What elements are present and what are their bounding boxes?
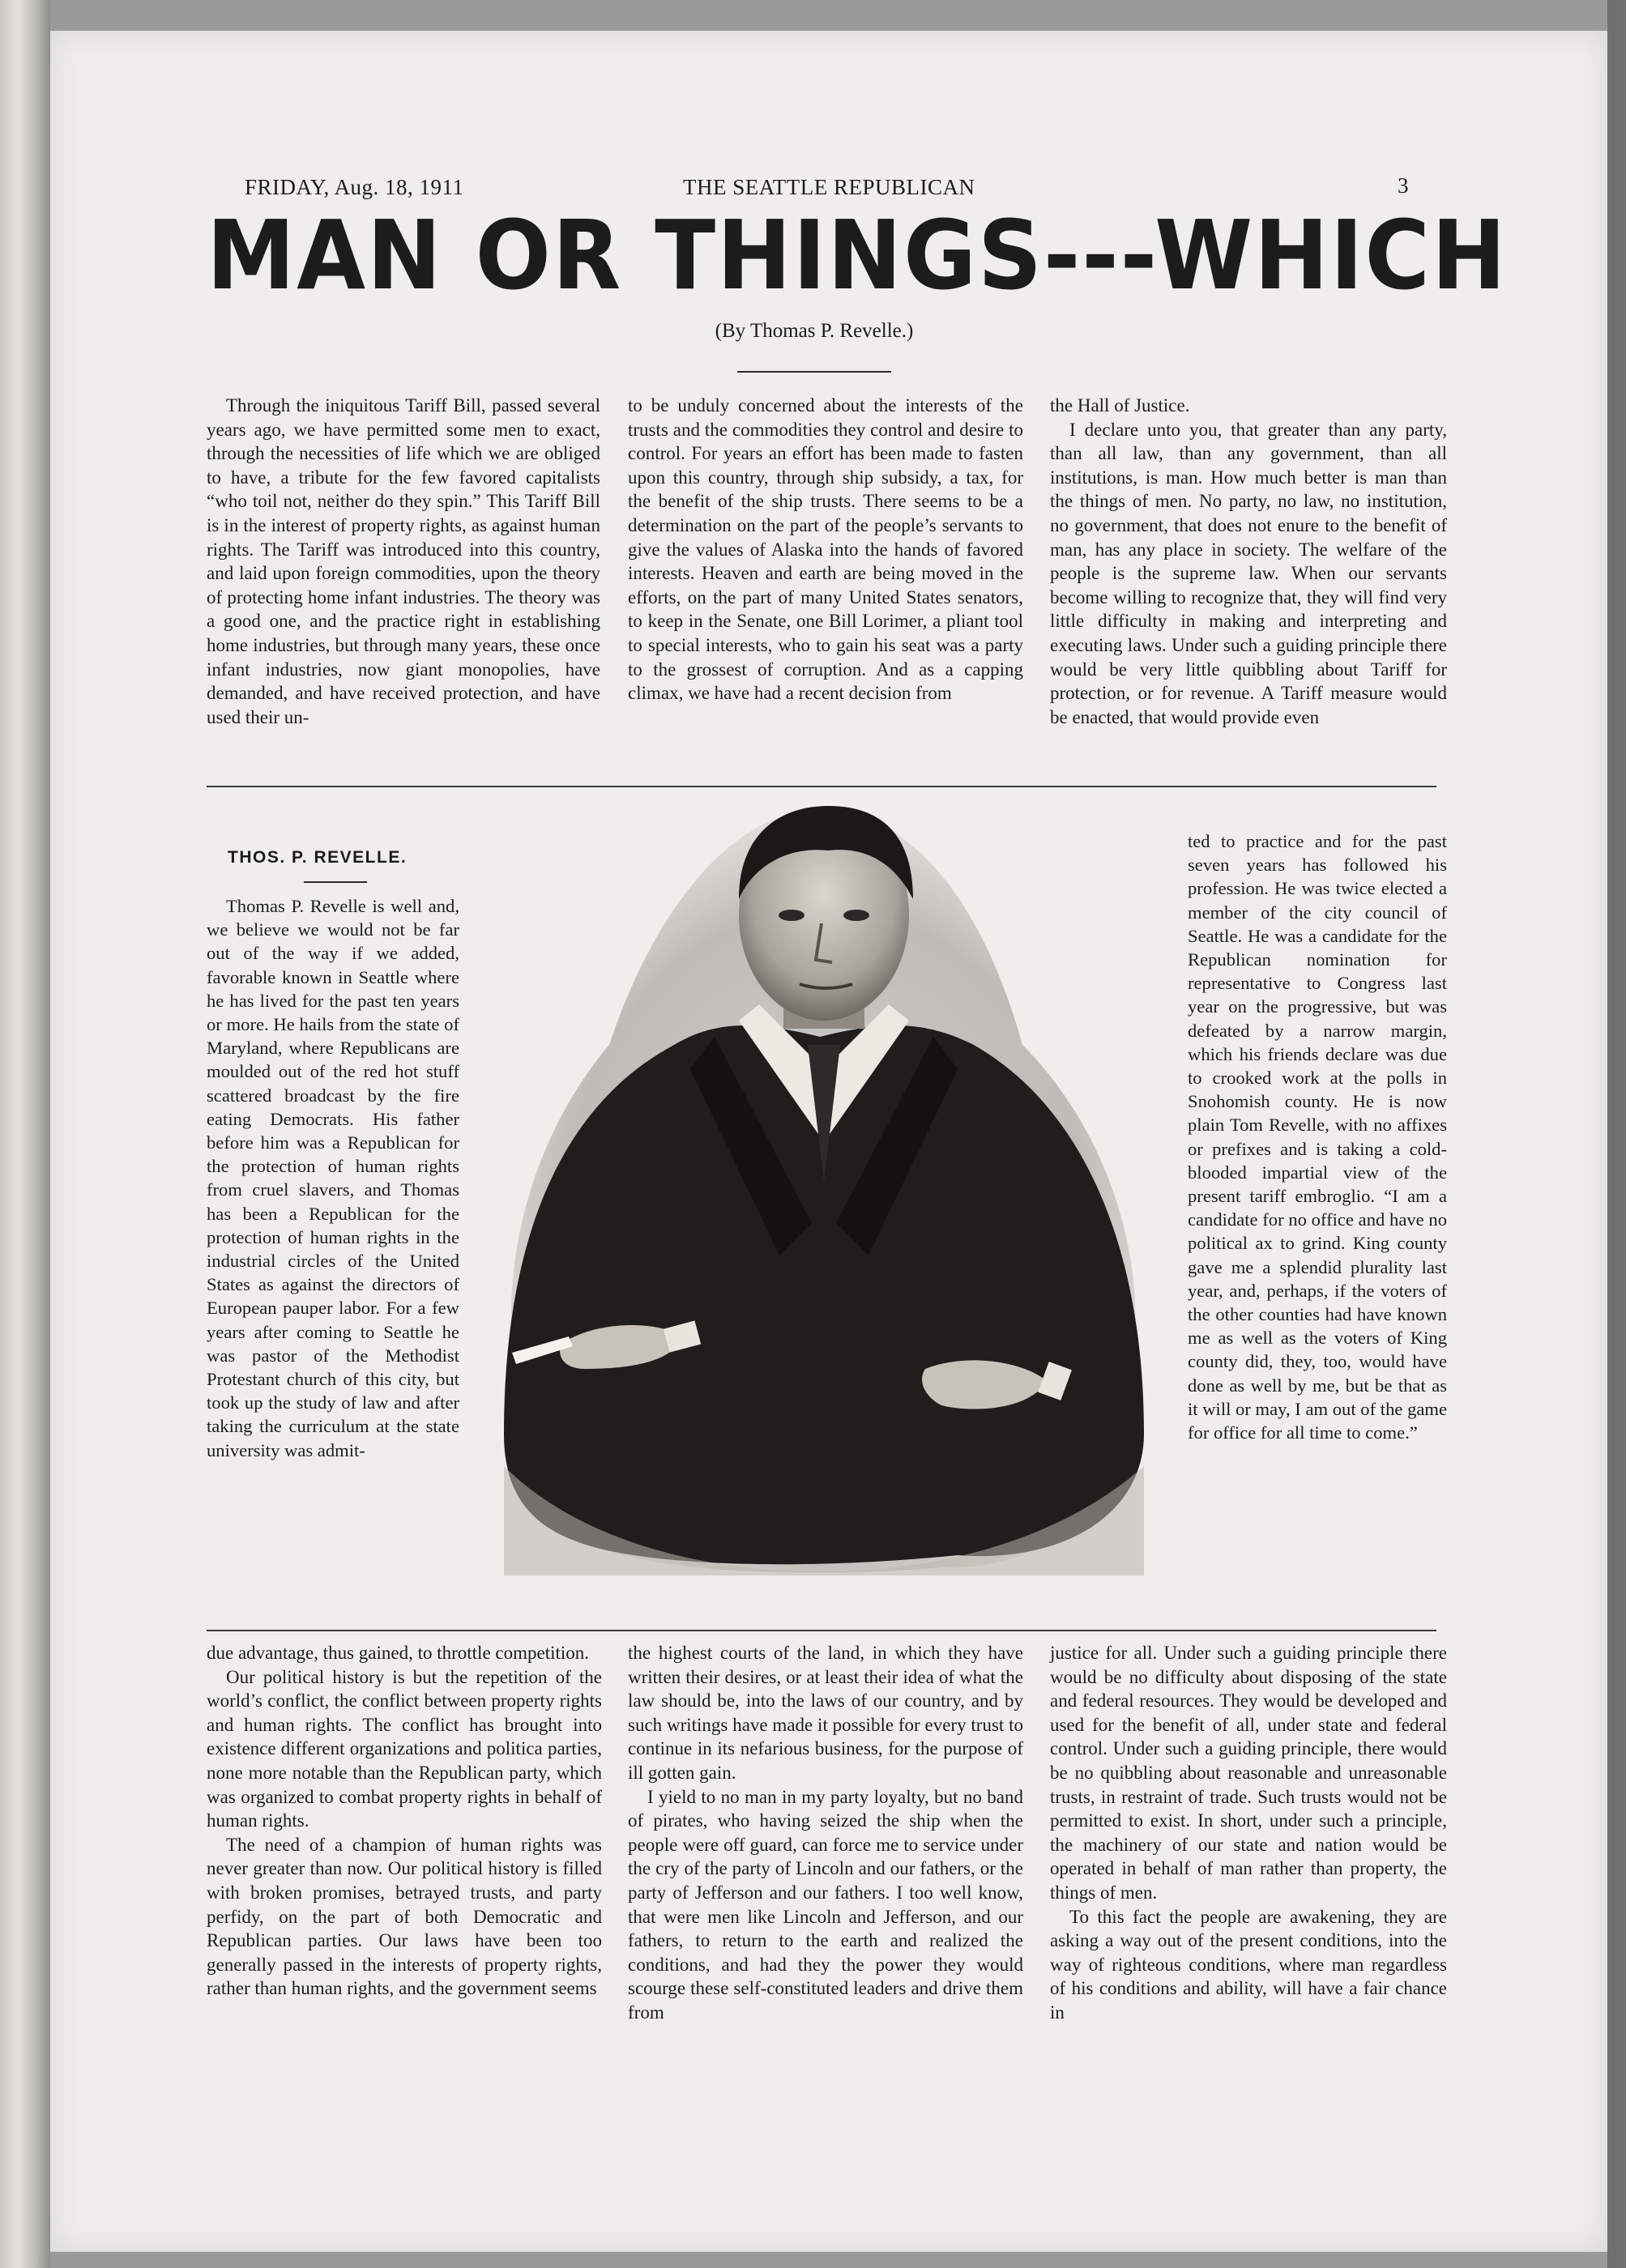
- byline-rule: [737, 371, 891, 373]
- section-rule-bottom: [207, 1630, 1436, 1631]
- top-column-3: [1050, 394, 1447, 729]
- paragraph: Through the iniquitous Tariff Bill, passed several years ago, we have permitted some men to exact, through the necessities of life which we are obliged to have, a tribute for the few favored capitalists “who toil not, neither do they spin.” This Tariff Bill is in the interest of property rights, as against human rights. The Tariff was introduced into this country, and laid upon foreign commodities, upon the theory of protecting home infant industries. The theory was a good one, and the practice right in establishing home industries, but through many years, these once infant industries, now giant monopolies, have demanded, and have received protection, and have used their un-: [207, 395, 600, 727]
- page-number: 3: [1398, 173, 1409, 198]
- book-binding: [0, 0, 50, 2268]
- article-headline: MAN OR THINGS---WHICH: [207, 199, 1508, 311]
- bottom-column-1: [207, 1641, 602, 2001]
- top-column-1: [207, 394, 600, 729]
- paragraph: Our political history is but the repetition of the world’s conflict, the conflict between property rights and human rights. The conflict has brought into existence different organizations and politica parties, none more notable than the Republican party, which was organized to combat property rights in behalf of human rights.: [207, 1666, 602, 1831]
- paragraph: the Hall of Justice.: [1050, 395, 1190, 416]
- paragraph: the highest courts of the land, in which they have written their desires, or at least their idea of what the law should be, into the laws of our country, and by such writings have made it possible for every trust to continue in its nefarious business, for the purpose of ill gotten gain.: [628, 1643, 1023, 1783]
- paragraph: I yield to no man in my party loyalty, but no band of pirates, who having seized the ship when the people were off guard, can force me to service under the cry of the party of Lincoln and our fathers, or the party of Jefferson and our fathers. I too well know, that were men like Lincoln and Jefferson, and our fathers, to return to the earth and realized the conditions, and had they the power they would scourge these self-constituted leaders and drive them from: [628, 1786, 1023, 2023]
- paragraph: I declare unto you, that greater than any party, than all law, than any government, than all institutions, is man. How much better is man than the things of men. No party, no law, no institution, no government, that does not enure to the benefit of man, has any place in society. The welfare of the people is the supreme law. When our servants become willing to recognize that, they will find very little difficulty in making and interpreting and executing laws. Under such a guiding principle there would be very little quibbling about Tariff for protection, or for revenue. A Tariff measure would be enacted, that would provide even: [1050, 419, 1447, 727]
- article-byline: (By Thomas P. Revelle.): [715, 320, 914, 342]
- paragraph: The need of a champion of human rights was never greater than now. Our political history is filled with broken promises, betrayed trusts, and party perfidy, on the part of both Democratic and Republican parties. Our laws have been too generally passed in the interests of property rights, rather than human rights, and the government seems: [207, 1834, 602, 1999]
- sidebar-right-column: [1188, 829, 1447, 1444]
- issue-date: FRIDAY, Aug. 18, 1911: [245, 175, 464, 199]
- paragraph: Thomas P. Revelle is well and, we believe we would not be far out of the way if we added, favorable known in Seattle where he has lived for the past ten years or more. He hails from the state of Maryland, where Republicans are moulded out of the red hot stuff scattered broadcast by the fire eating Democrats. His father before him was a Republican for the protection of human rights from cruel slavers, and Thomas has been a Republican for the protection of human rights in the industrial circles of the United States as against the directors of European pauper labor. For a few years after coming to Seattle he was pastor of the Methodist Protestant church of this city, but took up the study of law and after taking the curriculum at the state university was admit-: [207, 896, 459, 1460]
- paragraph: justice for all. Under such a guiding principle there would be no difficulty about disposing of the state and federal resources. They would be developed and used for the benefit of all, under state and federal control. Under such a guiding principle, there would be no quibbling about reasonable and unreasonable trusts, in restraint of trade. Such trusts would not be permitted to exist. In short, under such a principle, the machinery of our state and nation would be operated in behalf of man rather than property, the things of men.: [1050, 1643, 1447, 1903]
- publication-name: THE SEATTLE REPUBLICAN: [683, 175, 975, 199]
- paragraph: to be unduly concerned about the interests of the trusts and the commodities they control and desire to control. For years an effort has been made to fasten upon this country, through ship subsidy, a tax, for the benefit of the ship trusts. There seems to be a determination on the part of the people’s servants to give the values of Alaska into the hands of favored interests. Heaven and earth are being moved in the efforts, on the part of many United States senators, to keep in the Senate, one Bill Lorimer, a pliant tool to special interests, who to gain his seat was a party to the grossest of corruption. And as a capping climax, we have had a recent decision from: [628, 395, 1023, 704]
- page-edge: [1607, 0, 1626, 2268]
- bottom-column-2: [628, 1641, 1023, 2025]
- paragraph: due advantage, thus gained, to throttle competition.: [207, 1643, 590, 1663]
- bottom-column-3: [1050, 1641, 1447, 2025]
- sidebar-title: THOS. P. REVELLE.: [228, 848, 408, 867]
- sidebar-title-rule: [304, 881, 367, 883]
- sidebar-left-column: [207, 894, 459, 1462]
- top-column-2: [628, 394, 1023, 706]
- section-rule-top: [207, 786, 1436, 787]
- paragraph: To this fact the people are awakening, they are asking a way out of the present conditions, into the way of righteous conditions, where man regardless of his conditions and ability, will have a fair chance in: [1050, 1906, 1447, 2023]
- portrait-photo: [472, 802, 1160, 1575]
- paragraph: ted to practice and for the past seven years has followed his profession. He was twice elected a member of the city council of Seattle. He was a candidate for the Republican nomination for representative to Congress last year on the progressive, but was defeated by a narrow margin, which his friends declare was due to crooked work at the polls in Snohomish county. He is now plain Tom Revelle, with no affixes or prefixes and is taking a cold-blooded impartial view of the present tariff embroglio. “I am a candidate for no office and have no political ax to grind. King county gave me a splendid plurality last year, and, perhaps, if the voters of the other counties had have known me as well as the voters of King county did, they, too, would have done as well by me, but be that as it will or may, I am out of the game for office for all time to come.”: [1188, 831, 1447, 1443]
